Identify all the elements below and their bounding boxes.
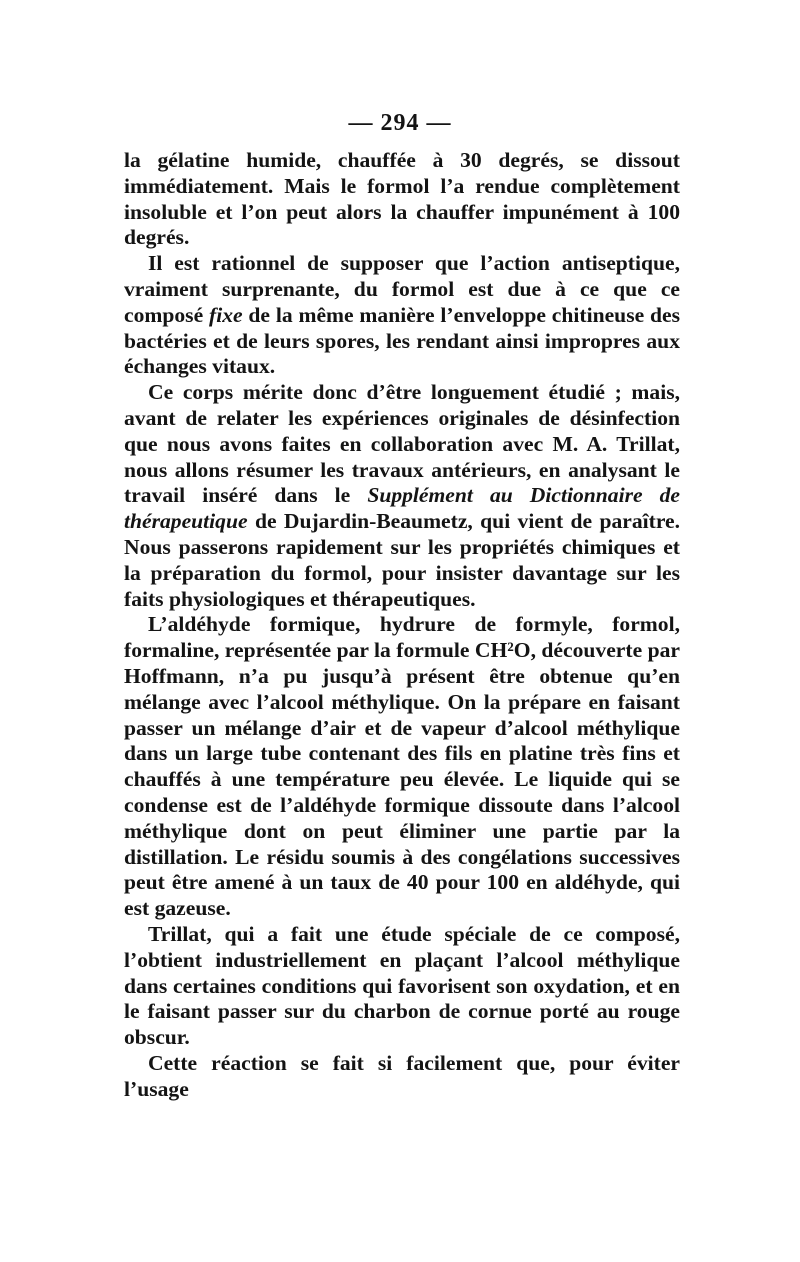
text-run: de la même manière l’enveloppe chitineuse des bactéries et de leurs spores, les rendant ainsi impropres aux échanges vitaux. (124, 302, 681, 379)
paragraph-p4 (124, 612, 680, 922)
text-run: Trillat, qui a fait une étude spéciale de ce composé, l’obtient industriellement en plaçant l’alcool méthylique dans certaines conditions qui favorisent son oxydation, et en le faisant passer sur du charbon de cornue porté au rouge obscur. (124, 921, 680, 1050)
text-run: Cette réaction se fait si facilement que, pour éviter l’usage (124, 1050, 680, 1101)
text-run: de Dujardin-Beaumetz, qui vient de paraître. Nous passerons rapidement sur les propriétés chimiques et la préparation du formol, pour insister davantage sur les faits physiologiques et thérapeutiques. (124, 509, 680, 611)
text-run: L’aldéhyde formique, hydrure de formyle, formol, formaline, représentée par la formule CH²O, découverte par Hoffmann, n’a pu jusqu’à présent être obtenue qu’en mélange avec l’alcool méthylique. On la prépare en faisant passer un mélange d’air et de vapeur d’alcool méthylique dans un large tube contenant des fils en platine très fins et chauffés à une température peu élevée. Le liquide qui se condense est de l’aldéhyde formique dissoute dans l’alcool méthylique dont on peut éliminer une partie par la distillation. Le résidu soumis à des congélations successives peut être amené à un taux de 40 pour 100 en aldéhyde, qui est gazeuse. (124, 612, 680, 921)
body-text (124, 148, 680, 1102)
paragraph-p1 (124, 148, 680, 251)
page-number: — 294 — (348, 110, 452, 136)
paragraph-p6 (124, 1051, 680, 1103)
paragraph-p5 (124, 922, 680, 1051)
text-run: Il est rationnel de supposer que l’action antiseptique, vraiment surprenante, du formol est due à ce que ce composé (124, 251, 680, 327)
text-run: Ce corps mérite donc d’être longuement étudié ; mais, avant de relater les expériences originales de désinfection que nous avons faites en collaboration avec M. A. Trillat, nous allons résumer les travaux antérieurs, en analysant le travail inséré dans le (124, 380, 680, 508)
paragraph-p3 (124, 380, 680, 612)
italic-text: Supplément au Dictionnaire de thérapeutique (124, 483, 680, 534)
italic-text: fixe (209, 302, 243, 327)
text-run: la gélatine humide, chauffée à 30 degrés, se dissout immédiatement. Mais le formol l’a rendue complètement insoluble et l’on peut alors la chauffer impunément à 100 degrés. (124, 148, 680, 250)
paragraph-p2 (124, 251, 680, 380)
